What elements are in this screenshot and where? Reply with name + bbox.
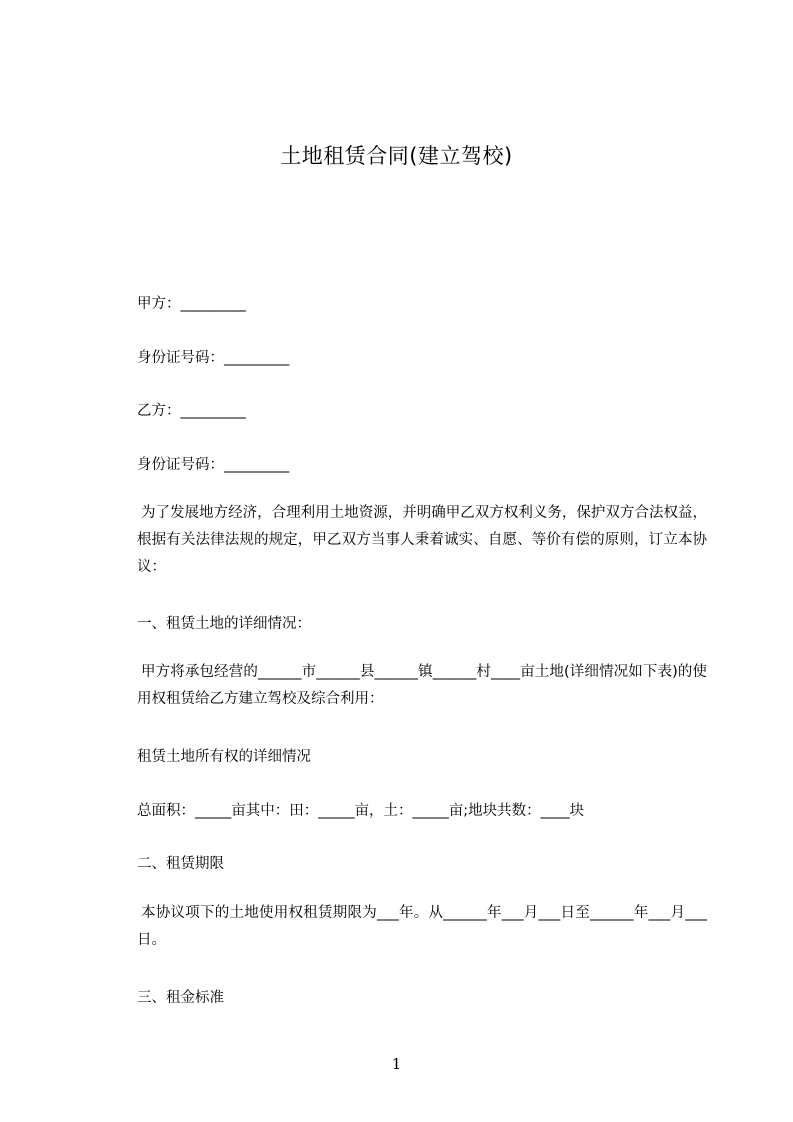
party-b-line: 乙方：_________ — [137, 403, 246, 419]
section1-subheading: 租赁土地所有权的详细情况 — [137, 749, 311, 765]
document-title: 土地租赁合同(建立驾校) — [280, 144, 513, 168]
section1-heading: 一、租赁土地的详细情况： — [137, 616, 311, 632]
section1-area-line: 总面积：_____亩其中：田：_____亩，土：_____亩;地块共数：____块 — [137, 803, 585, 819]
preamble-paragraph: 为了发展地方经济，合理利用土地资源，并明确甲乙双方权利义务，保护双方合法权益，根据有关法律法规的规定，甲乙双方当事人秉着诚实、自愿、等价有偿的原则，订立本协议： — [137, 505, 707, 575]
page-number: 1 — [391, 1055, 402, 1073]
section1-body-paragraph: 甲方将承包经营的______市______县______镇______村____亩土地(详细情况如下表)的使用权租赁给乙方建立驾校及综合利用： — [137, 664, 707, 707]
section3-heading: 三、租金标准 — [137, 990, 224, 1006]
party-a-id-line: 身份证号码：_________ — [137, 350, 290, 366]
section2-body-paragraph: 本协议项下的土地使用权租赁期限为___年。从______年___月___日至______年___月___日。 — [137, 905, 707, 948]
party-a-line: 甲方：_________ — [137, 296, 246, 312]
party-b-id-line: 身份证号码：_________ — [137, 457, 290, 473]
section2-heading: 二、租赁期限 — [137, 856, 224, 872]
